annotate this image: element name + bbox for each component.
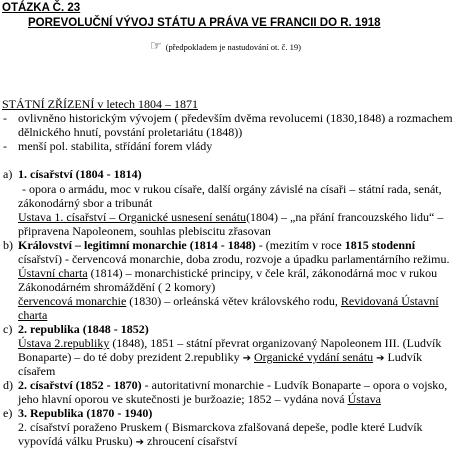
item-d-title: 2. císařství (1852 - 1870) <box>18 378 142 392</box>
item-b-line-5: červencová monarchie (1830) – orleánská větev královského rodu, Revidovaná Ústavní <box>18 294 439 308</box>
item-a-line-1: - opora o armádu, moc v rukou císaře, další orgány závislé na císaři – státní rada, senát, <box>22 182 442 196</box>
document-title: POREVOLUČNÍ VÝVOJ STÁTU A PRÁVA VE FRANCII DO R. 1918 <box>28 17 381 29</box>
item-c-line-3: císařem <box>18 364 56 378</box>
item-b-line-6: charta <box>18 308 48 322</box>
question-number: OTÁZKA Č. 23 <box>2 2 81 14</box>
item-b-charta: Ústavní charta <box>18 266 88 280</box>
item-e-line-1: 2. císařství poraženo Pruskem ( Bismarckova zfalšovaná depeše, podle které Ludvík <box>18 420 423 434</box>
item-b-line-2: císařství) - červencová monarchie, doba zrodu, rozvoje a úpadku parlamentárního režimu. <box>18 252 450 266</box>
arrow-icon: ➔ <box>135 437 145 448</box>
bullet-2-text: menší pol. stabilita, střídání forem vlády <box>18 139 213 153</box>
item-c-line-1: Ústava 2.republiky (1848), 1851 – státní převrat organizovaný Napoleonem III. (Ludvík <box>18 336 442 350</box>
prerequisite-text: (předpokladem je nastudování ot. č. 19) <box>165 42 301 52</box>
item-b-line-3: Ústavní charta (1814) – monarchistické principy, v čele král, zákonodárná moc v rukou <box>18 266 438 280</box>
arrow-icon: ➔ <box>242 353 251 364</box>
item-c-line-2: Bonaparte) – do té doby prezident 2.republiky ➔ Organické vydání senátu ➔ Ludvík <box>18 350 423 364</box>
item-a-ustava: Ustava 1. císařství – Organické usnesení senátu <box>18 210 247 224</box>
item-a-title: 1. císařství (1804 - 1814) <box>18 167 142 181</box>
item-a-line-3: Ustava 1. císařství – Organické usnesení senátu(1804) – „na přání francouzského lidu“ – <box>18 210 444 224</box>
bullet-1-cont: dělnického hnutí, povstání proletariátu (1848)) <box>18 125 243 139</box>
item-d-line-2: jeho hlavní oporou ve skutečnosti je buržoazie; 1852 – vydána nová Ústava <box>18 392 381 406</box>
item-a-line-4: připravena Napoleonem, souhlas plebiscitu zřasovan <box>18 224 271 238</box>
item-b-title: Království – legitimní monarchie (1814 - 1848) <box>18 238 256 252</box>
document-header <box>2 2 465 15</box>
item-a-line-2: zákonodárný sbor a tribunát <box>18 196 153 210</box>
prerequisite-note <box>150 39 301 53</box>
pointing-hand-icon: ☞ <box>150 38 162 53</box>
section-title: STÁTNÍ ZŘÍZENÍ v letech 1804 – 1871 <box>2 97 198 111</box>
arrow-icon: ➔ <box>376 353 385 364</box>
document-page: OTÁZKA Č. 23 POREVOLUČNÍ VÝVOJ STÁTU A PRÁVA VE FRANCII DO R. 1918 ☞ (předpokladem je nastudování ot. č. 19) STÁTNÍ ZŘÍZENÍ v letech 1804 – 1871 - ovlivněno historickým vývojem ( především dvěma revolucemi (1830,1848) a rozmachem dělnického hnutí, povstání proletariátu (1848)) - menší pol. stabilita, střídání forem vlády a) 1. císařství (1804 - 1814) - opora o armádu, moc v rukou císaře, další orgány závislé na císaři – státní rada, senát, zákonodárný sbor a tribunát Ustava 1. císařství – Organické usnesení senátu(1804) – „na přání francouzského lidu“ – připravena Napoleonem, souhlas plebiscitu zřasovan b) Království – legitimní monarchie (1814 - 1848) - (mezitím v roce 1815 stodenní císařství) - červencová monarchie, doba zrodu, rozvoje a úpadku parlamentárního režimu. Ústavní charta (1814) – monarchistické principy, v čele král, zákonodárná moc v rukou Zákonodárném shromáždění ( 2 komory) červencová monarchie (1830) – orleánská větev královského rodu, Revidovaná Ústavní charta c) 2. republika (1848 - 1852) Ústava 2.republiky (1848), 1851 – státní převrat organizovaný Napoleonem III. (Ludvík Bonaparte) – do té doby prezident 2.republiky ➔ Organické vydání senátu ➔ Ludvík císařem d) 2. císařství (1852 - 1870) - autoritativní monarchie - Ludvík Bonaparte – opora o vojsko, jeho hlavní oporou ve skutečnosti je buržoazie; 1852 – vydána nová Ústava e) 3. Republika (1870 - 1940) 2. císařství poraženo Pruskem ( Bismarckova zfalšovaná depeše, podle které Ludvík vypovídá válku Prusku) ➔ zhroucení císařství <box>0 0 467 455</box>
item-c-title: 2. republika (1848 - 1852) <box>18 322 149 336</box>
bullet-1-text: ovlivněno historickým vývojem ( především dvěma revolucemi (1830,1848) a rozmachem <box>18 111 453 125</box>
item-b-line-4: Zákonodárném shromáždění ( 2 komory) <box>18 280 216 294</box>
item-e-title: 3. Republika (1870 - 1940) <box>18 406 153 420</box>
item-e-line-2: vypovídá válku Prusku) ➔ zhroucení císařství <box>18 434 238 448</box>
